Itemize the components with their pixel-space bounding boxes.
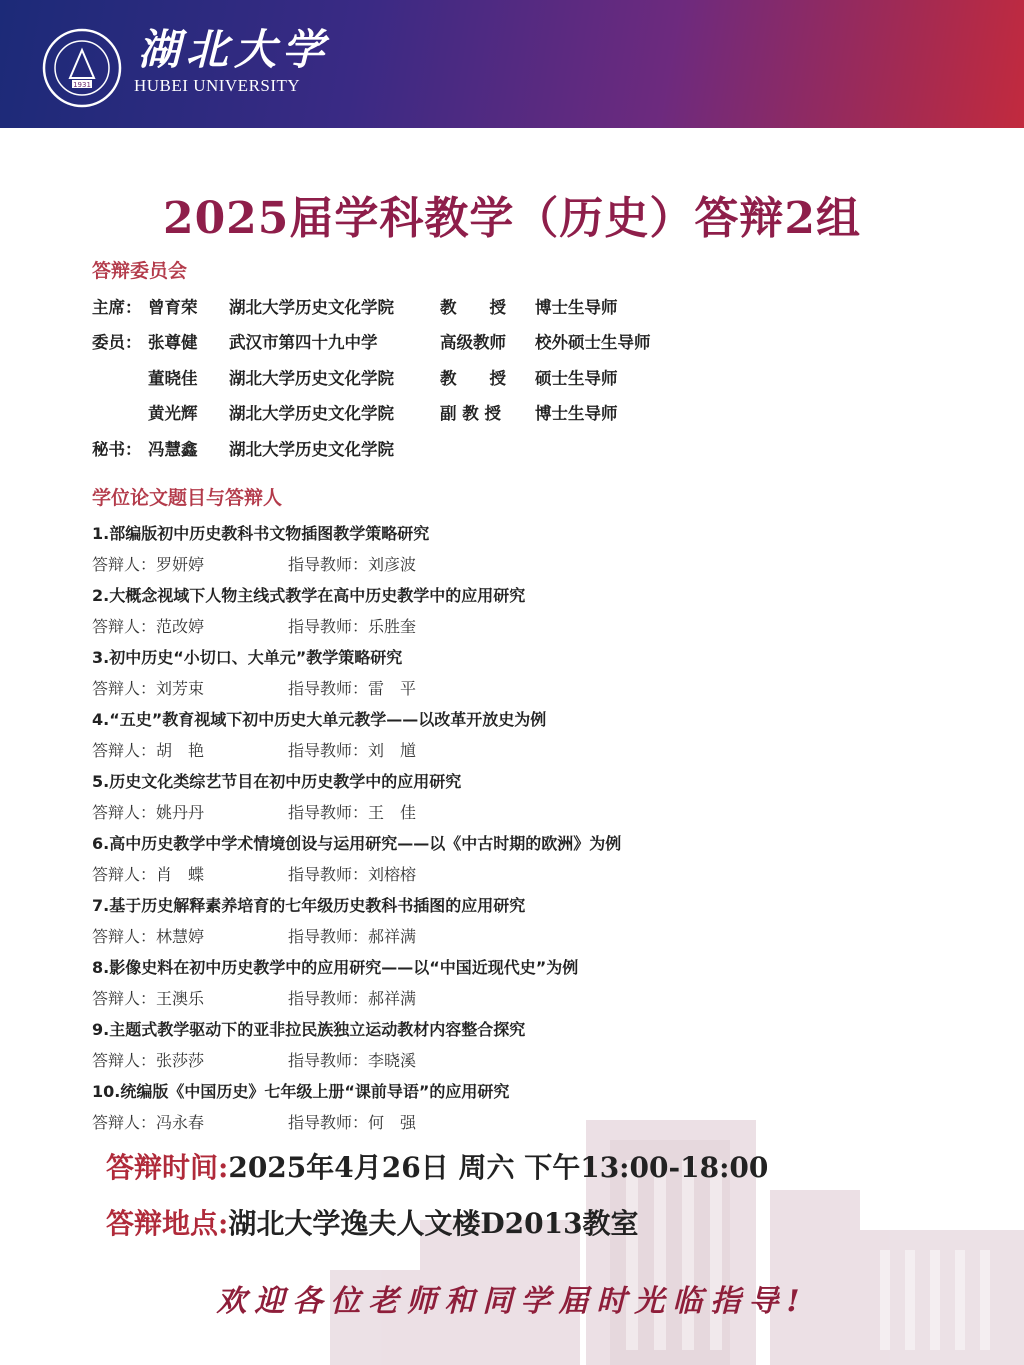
thesis-title: 3.初中历史“小切口、大单元”教学策略研究 bbox=[92, 648, 403, 667]
defense-time-label: 答辩时间: bbox=[106, 1151, 229, 1184]
university-seal-icon bbox=[42, 28, 122, 108]
thesis-student: 答辩人：张莎莎 bbox=[92, 1051, 205, 1070]
thesis-people bbox=[92, 1110, 417, 1133]
member-org: 湖北大学历史文化学院 bbox=[229, 298, 394, 317]
thesis-student: 答辩人：胡 艳 bbox=[92, 741, 205, 760]
member-name: 董晓佳 bbox=[148, 369, 198, 388]
thesis-student: 答辩人：罗妍婷 bbox=[92, 555, 205, 574]
welcome-message: 欢迎各位老师和同学届时光临指导! bbox=[216, 1284, 808, 1319]
thesis-people bbox=[92, 862, 417, 885]
header-banner bbox=[0, 0, 1024, 128]
member-name: 张尊健 bbox=[148, 333, 198, 352]
thesis-title: 4.“五史”教育视域下初中历史大单元教学——以改革开放史为例 bbox=[92, 710, 547, 729]
defense-place-value: 湖北大学逸夫人文楼D2013教室 bbox=[228, 1207, 639, 1240]
thesis-title: 9.主题式教学驱动下的亚非拉民族独立运动教材内容整合探究 bbox=[92, 1020, 526, 1039]
thesis-title: 1.部编版初中历史教科书文物插图教学策略研究 bbox=[92, 524, 430, 543]
thesis-student: 答辩人：林慧婷 bbox=[92, 927, 205, 946]
thesis-people bbox=[92, 738, 417, 761]
member-title: 副 教 授 bbox=[440, 404, 501, 423]
thesis-advisor: 指导教师：雷 平 bbox=[288, 679, 417, 698]
thesis-title: 5.历史文化类综艺节目在初中历史教学中的应用研究 bbox=[92, 772, 462, 791]
thesis-advisor: 指导教师：郝祥满 bbox=[288, 989, 417, 1008]
thesis-title: 10.统编版《中国历史》七年级上册“课前导语”的应用研究 bbox=[92, 1082, 510, 1101]
member-name: 曾育荣 bbox=[148, 298, 198, 317]
seal-year: 1931 bbox=[73, 81, 91, 89]
thesis-student: 答辩人：姚丹丹 bbox=[92, 803, 205, 822]
thesis-advisor: 指导教师：王 佳 bbox=[288, 803, 417, 822]
member-role: 主席： bbox=[92, 298, 142, 317]
thesis-advisor: 指导教师：何 强 bbox=[288, 1113, 417, 1132]
thesis-people bbox=[92, 1048, 417, 1071]
thesis-advisor: 指导教师：乐胜奎 bbox=[288, 617, 417, 636]
member-org: 湖北大学历史文化学院 bbox=[229, 369, 394, 388]
member-note: 博士生导师 bbox=[535, 404, 618, 423]
member-note: 博士生导师 bbox=[535, 298, 618, 317]
thesis-title: 2.大概念视域下人物主线式教学在高中历史教学中的应用研究 bbox=[92, 586, 526, 605]
defense-time-value: 2025年4月26日 周六 下午13:00-18:00 bbox=[228, 1151, 769, 1184]
thesis-student: 答辩人：冯永春 bbox=[92, 1113, 205, 1132]
thesis-student: 答辩人：刘芳束 bbox=[92, 679, 205, 698]
thesis-advisor: 指导教师：刘 馗 bbox=[288, 741, 417, 760]
committee-heading: 答辩委员会 bbox=[92, 260, 188, 282]
thesis-advisor: 指导教师：刘榕榕 bbox=[288, 865, 417, 884]
member-name: 冯慧鑫 bbox=[148, 440, 198, 459]
thesis-people bbox=[92, 552, 417, 575]
member-note: 校外硕士生导师 bbox=[535, 333, 651, 352]
defense-place bbox=[106, 1202, 639, 1242]
member-name: 黄光辉 bbox=[148, 404, 198, 423]
defense-time bbox=[106, 1146, 768, 1186]
member-role: 秘书： bbox=[92, 440, 142, 459]
member-org: 武汉市第四十九中学 bbox=[229, 333, 378, 352]
thesis-student: 答辩人：范改婷 bbox=[92, 617, 205, 636]
thesis-title: 8.影像史料在初中历史教学中的应用研究——以“中国近现代史”为例 bbox=[92, 958, 579, 977]
member-role: 委员： bbox=[92, 333, 142, 352]
member-title: 教 授 bbox=[440, 298, 506, 317]
university-name-en: HUBEI UNIVERSITY bbox=[134, 76, 301, 95]
thesis-people bbox=[92, 800, 417, 823]
member-title: 高级教师 bbox=[440, 333, 506, 352]
thesis-student: 答辩人：肖 蝶 bbox=[92, 865, 205, 884]
thesis-advisor: 指导教师：刘彦波 bbox=[288, 555, 417, 574]
thesis-student: 答辩人：王澳乐 bbox=[92, 989, 205, 1008]
thesis-people bbox=[92, 986, 417, 1009]
thesis-title: 7.基于历史解释素养培育的七年级历史教科书插图的应用研究 bbox=[92, 896, 526, 915]
member-org: 湖北大学历史文化学院 bbox=[229, 404, 394, 423]
thesis-title: 6.高中历史教学中学术情境创设与运用研究——以《中古时期的欧洲》为例 bbox=[92, 834, 622, 853]
page-title: 2025届学科教学（历史）答辩2组 bbox=[162, 193, 862, 244]
member-note: 硕士生导师 bbox=[535, 369, 618, 388]
defense-place-label: 答辩地点: bbox=[106, 1207, 229, 1240]
thesis-people bbox=[92, 614, 417, 637]
member-title: 教 授 bbox=[440, 369, 506, 388]
member-org: 湖北大学历史文化学院 bbox=[229, 440, 394, 459]
thesis-advisor: 指导教师：郝祥满 bbox=[288, 927, 417, 946]
thesis-advisor: 指导教师：李晓溪 bbox=[288, 1051, 417, 1070]
thesis-people bbox=[92, 676, 417, 699]
thesis-people bbox=[92, 924, 417, 947]
theses-heading: 学位论文题目与答辩人 bbox=[92, 487, 283, 509]
university-name-cn: 湖北大学 bbox=[138, 25, 331, 74]
